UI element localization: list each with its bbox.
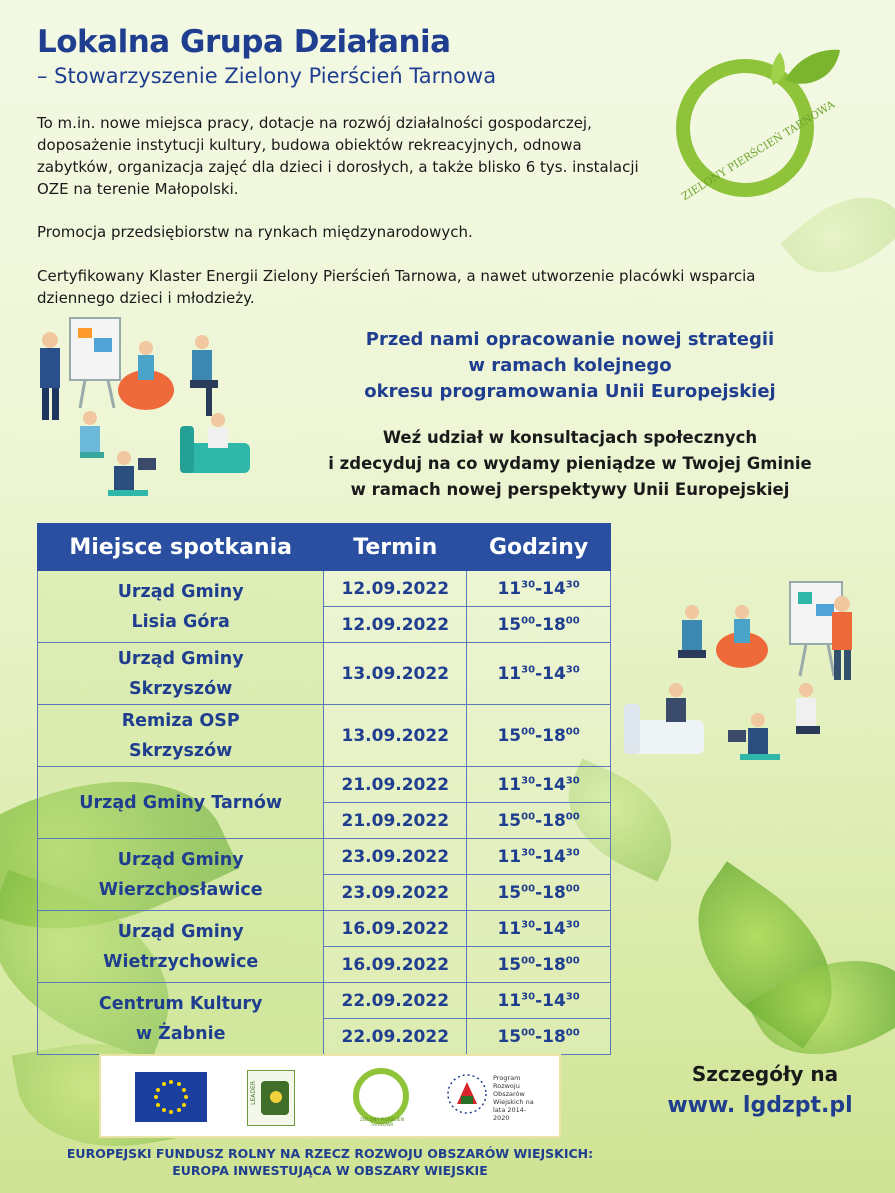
date-cell: 13.09.2022	[324, 705, 467, 767]
date-cell: 21.09.2022	[324, 803, 467, 839]
intro-paragraph: Certyfikowany Klaster Energii Zielony Pierścień Tarnowa, a nawet utworzenie placówki wsparcia dziennego dzieci i młodzieży.	[37, 267, 756, 307]
eu-star-icon	[182, 1103, 186, 1107]
website-link[interactable]: www. lgdzpt.pl	[667, 1093, 853, 1118]
hours-start-minute: 30	[521, 578, 536, 590]
hours-start-hour: 15	[497, 1026, 522, 1047]
footer-line: EUROPEJSKI FUNDUSZ ROLNY NA RZECZ ROZWOJU OBSZARÓW WIEJSKICH:	[66, 1146, 594, 1161]
hours-separator: -	[535, 882, 543, 903]
hours-end-minute: 30	[565, 990, 580, 1002]
intro-paragraph: To m.in. nowe miejsca pracy, dotacje na rozwój działalności gospodarczej, doposażenie instytucji kultury, budowa obiektów rekreacyjnych, odnowa zabytków, organizacja zajęć dla dzieci i dorosłych, a także blisko 6 tys. instalacji OZE na terenie Małopolski.	[37, 114, 639, 198]
hours-start-minute: 00	[521, 1026, 536, 1038]
hours-end-minute: 00	[565, 882, 580, 894]
hours-end-hour: 14	[542, 663, 566, 684]
page-subtitle: – Stowarzyszenie Zielony Pierścień Tarnowa	[37, 64, 497, 88]
footer-text	[0, 1145, 660, 1179]
hours-start-minute: 30	[521, 846, 536, 858]
place-name-line: Urząd Gminy	[117, 581, 244, 602]
date-cell: 21.09.2022	[324, 767, 467, 803]
date-cell: 12.09.2022	[324, 571, 467, 607]
date-cell: 22.09.2022	[324, 1019, 467, 1055]
logo-ring-text: ZIELONY PIERŚCIEŃ TARNOWA	[679, 98, 837, 204]
place-name-line: Skrzyszów	[129, 740, 233, 761]
table-row	[38, 705, 611, 767]
hours-start-hour: 15	[497, 882, 522, 903]
hours-cell	[467, 571, 611, 607]
date-cell: 12.09.2022	[324, 607, 467, 643]
hours-end-hour: 18	[542, 954, 566, 975]
hours-separator: -	[535, 663, 543, 684]
eu-star-icon	[184, 1095, 188, 1099]
column-header-place: Miejsce spotkania	[38, 524, 324, 571]
hours-start-hour: 11	[497, 990, 522, 1011]
hours-start-minute: 00	[521, 882, 536, 894]
hours-start-minute: 00	[521, 810, 536, 822]
hours-start-hour: 11	[497, 846, 522, 867]
date-cell: 23.09.2022	[324, 875, 467, 911]
hours-start-minute: 30	[521, 918, 536, 930]
hours-start-hour: 15	[497, 725, 522, 746]
hours-end-minute: 00	[565, 1026, 580, 1038]
hours-separator: -	[535, 918, 543, 939]
page-title: Lokalna Grupa Działania	[37, 24, 451, 60]
hours-end-hour: 18	[542, 810, 566, 831]
eu-star-icon	[169, 1110, 173, 1114]
place-name-line: Wietrzychowice	[103, 951, 259, 972]
hours-end-minute: 30	[565, 846, 580, 858]
column-header-hours: Godziny	[467, 524, 611, 571]
hours-separator: -	[535, 954, 543, 975]
details-label: Szczegóły na	[691, 1062, 839, 1086]
place-cell	[38, 767, 324, 839]
hours-start-hour: 11	[497, 918, 522, 939]
hours-end-minute: 00	[565, 810, 580, 822]
hours-cell	[467, 983, 611, 1019]
schedule-table	[37, 523, 611, 1055]
place-name-line: Urząd Gminy Tarnów	[79, 792, 283, 813]
hours-end-hour: 18	[542, 882, 566, 903]
prow-logo	[445, 1072, 541, 1124]
prow-emblem-icon	[445, 1072, 489, 1116]
meeting-illustration	[30, 308, 275, 508]
hours-end-minute: 30	[565, 774, 580, 786]
hours-cell	[467, 1019, 611, 1055]
date-cell: 23.09.2022	[324, 839, 467, 875]
date-cell: 16.09.2022	[324, 911, 467, 947]
hours-cell	[467, 875, 611, 911]
hours-end-hour: 14	[542, 578, 566, 599]
hours-start-hour: 11	[497, 578, 522, 599]
eu-star-icon	[177, 1108, 181, 1112]
hours-end-minute: 30	[565, 663, 580, 675]
hours-end-minute: 30	[565, 918, 580, 930]
call-to-action-line: w ramach nowej perspektywy Unii Europejskiej	[350, 480, 790, 499]
hours-start-minute: 30	[521, 774, 536, 786]
eu-star-icon	[177, 1082, 181, 1086]
place-name-line: Skrzyszów	[129, 678, 233, 699]
place-cell	[38, 839, 324, 911]
hours-cell	[467, 803, 611, 839]
hours-start-hour: 15	[497, 954, 522, 975]
hours-cell	[467, 947, 611, 983]
meeting-illustration	[620, 580, 880, 790]
prow-text: Program Rozwoju Obszarów Wiejskich na lata 2014-2020	[493, 1074, 534, 1122]
zielony-pierscien-small-logo-icon	[353, 1068, 409, 1128]
hours-separator: -	[535, 1026, 543, 1047]
call-to-action-line: Weź udział w konsultacjach społecznych	[382, 428, 758, 447]
hours-separator: -	[535, 846, 543, 867]
footer-line: EUROPA INWESTUJĄCA W OBSZARY WIEJSKIE	[172, 1163, 488, 1178]
hours-start-hour: 11	[497, 663, 522, 684]
hours-cell	[467, 705, 611, 767]
table-row	[38, 983, 611, 1019]
hours-start-minute: 30	[521, 663, 536, 675]
hours-start-hour: 15	[497, 810, 522, 831]
logo-leaf-icon	[785, 50, 840, 84]
date-cell: 13.09.2022	[324, 643, 467, 705]
hours-start-minute: 00	[521, 954, 536, 966]
place-name-line: Wierzchosławice	[98, 879, 263, 900]
place-name-line: Urząd Gminy	[117, 921, 244, 942]
hours-end-minute: 00	[565, 954, 580, 966]
call-to-action-line: i zdecyduj na co wydamy pieniądze w Twojej Gminie	[328, 454, 812, 473]
place-name-line: Lisia Góra	[131, 611, 230, 632]
eu-star-icon	[169, 1080, 173, 1084]
hours-end-hour: 14	[542, 990, 566, 1011]
hours-cell	[467, 839, 611, 875]
announcement-heading-line: okresu programowania Unii Europejskiej	[364, 381, 776, 402]
place-name-line: Urząd Gminy	[117, 849, 244, 870]
hours-start-hour: 15	[497, 614, 522, 635]
place-name-line: w Żabnie	[135, 1023, 226, 1044]
leader-logo-icon	[247, 1070, 295, 1126]
column-header-date: Termin	[324, 524, 467, 571]
place-name-line: Remiza OSP	[121, 710, 240, 731]
place-cell	[38, 983, 324, 1055]
announcement-heading-line: Przed nami opracowanie nowej strategii	[365, 329, 775, 350]
hours-separator: -	[535, 725, 543, 746]
table-row	[38, 911, 611, 947]
place-name-line: Centrum Kultury	[98, 993, 263, 1014]
hours-cell	[467, 911, 611, 947]
hours-start-minute: 30	[521, 990, 536, 1002]
hours-end-hour: 18	[542, 614, 566, 635]
hours-cell	[467, 767, 611, 803]
eu-star-icon	[162, 1082, 166, 1086]
sponsor-logos-bar	[99, 1054, 561, 1138]
hours-start-minute: 00	[521, 614, 536, 626]
place-cell	[38, 643, 324, 705]
announcement-heading-line: w ramach kolejnego	[468, 355, 672, 376]
hours-separator: -	[535, 774, 543, 795]
hours-end-minute: 00	[565, 725, 580, 737]
hours-separator: -	[535, 810, 543, 831]
zielony-pierscien-logo	[655, 40, 845, 215]
table-row	[38, 643, 611, 705]
date-cell: 16.09.2022	[324, 947, 467, 983]
eu-star-icon	[156, 1088, 160, 1092]
hours-start-minute: 00	[521, 725, 536, 737]
small-logo-text: ZIELONY PIERŚCIEŃ TARNOWA	[359, 1118, 405, 1128]
place-cell	[38, 911, 324, 983]
place-name-line: Urząd Gminy	[117, 648, 244, 669]
hours-end-minute: 00	[565, 614, 580, 626]
hours-end-minute: 30	[565, 578, 580, 590]
eu-star-icon	[154, 1095, 158, 1099]
hours-end-hour: 18	[542, 725, 566, 746]
table-header-row	[38, 524, 611, 571]
table-row	[38, 839, 611, 875]
intro-paragraph: Promocja przedsiębiorstw na rynkach międzynarodowych.	[37, 223, 473, 241]
eu-star-icon	[156, 1103, 160, 1107]
place-cell	[38, 571, 324, 643]
date-cell: 22.09.2022	[324, 983, 467, 1019]
hours-cell	[467, 607, 611, 643]
hours-start-hour: 11	[497, 774, 522, 795]
hours-end-hour: 18	[542, 1026, 566, 1047]
eu-star-icon	[182, 1088, 186, 1092]
hours-separator: -	[535, 578, 543, 599]
leader-logo-text: LEADER	[250, 1081, 257, 1105]
hours-separator: -	[535, 614, 543, 635]
eu-flag-icon	[135, 1072, 207, 1122]
hours-separator: -	[535, 990, 543, 1011]
hours-end-hour: 14	[542, 774, 566, 795]
hours-cell	[467, 643, 611, 705]
hours-end-hour: 14	[542, 918, 566, 939]
table-row	[38, 571, 611, 607]
eu-star-icon	[162, 1108, 166, 1112]
place-cell	[38, 705, 324, 767]
hours-end-hour: 14	[542, 846, 566, 867]
table-row	[38, 767, 611, 803]
